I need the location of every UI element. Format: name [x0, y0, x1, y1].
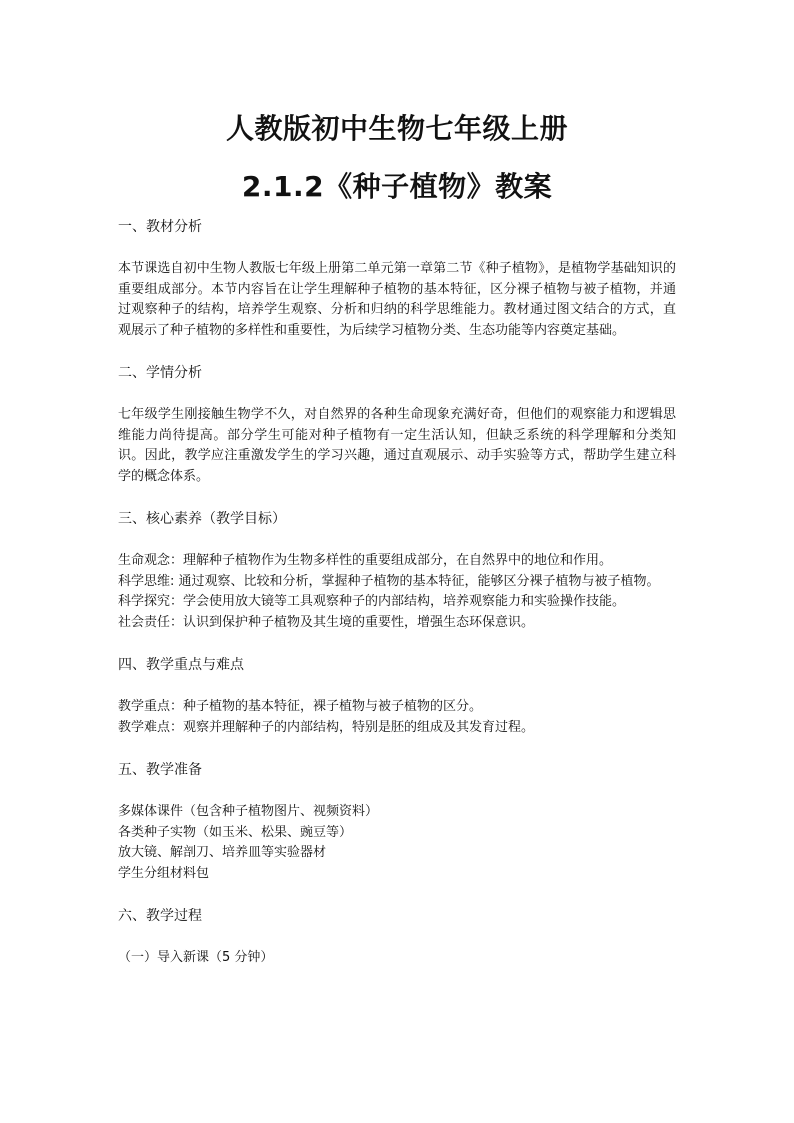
key-point-item: 教学重点：种子植物的基本特征，裸子植物与被子植物的区分。 — [118, 699, 483, 715]
section-heading-3: 三、核心素养（教学目标） — [118, 511, 286, 528]
preparation-item-4: 学生分组材料包 — [118, 865, 210, 881]
subsection-heading-intro: （一）导入新课（5 分钟） — [118, 950, 274, 966]
objective-item-4: 社会责任：认识到保护种子植物及其生境的重要性，增强生态环保意识。 — [118, 614, 535, 630]
section-heading-4: 四、教学重点与难点 — [118, 657, 244, 674]
objective-item-3: 科学探究：学会使用放大镜等工具观察种子的内部结构，培养观察能力和实验操作技能。 — [118, 594, 626, 610]
document-subtitle: 2.1.2《种子植物》教案 — [241, 169, 553, 203]
difficulty-item: 教学难点：观察并理解种子的内部结构，特别是胚的组成及其发育过程。 — [118, 719, 535, 735]
document-title: 人教版初中生物七年级上册 — [225, 112, 568, 145]
section-heading-6: 六、教学过程 — [118, 908, 202, 925]
preparation-item-2: 各类种子实物（如玉米、松果、豌豆等） — [118, 824, 353, 840]
preparation-item-1: 多媒体课件（包含种子植物图片、视频资料） — [118, 804, 379, 820]
section-paragraph-2: 七年级学生刚接触生物学不久，对自然界的各种生命现象充满好奇，但他们的观察能力和逻辑思维能力尚待提高。部分学生可能对种子植物有一定生活认知，但缺乏系统的科学理解和分类知识。因此，教学应注重激发学生的学习兴趣，通过直观展示、动手实验等方式，帮助学生建立科学的概念体系。 — [118, 407, 676, 484]
objective-item-2: 科学思维: 通过观察、比较和分析，掌握种子植物的基本特征，能够区分裸子植物与被子植物。 — [118, 573, 660, 589]
section-paragraph-1: 本节课选自初中生物人教版七年级上册第二单元第一章第二节《种子植物》，是植物学基础知识的重要组成部分。本节内容旨在让学生理解种子植物的基本特征，区分裸子植物与被子植物，并通过观察种子的结构，培养学生观察、分析和归纳的科学思维能力。教材通过图文结合的方式，直观展示了种子植物的多样性和重要性，为后续学习植物分类、生态功能等内容奠定基础。 — [118, 261, 676, 338]
section-heading-2: 二、学情分析 — [118, 365, 202, 382]
section-heading-1: 一、教材分析 — [118, 219, 202, 236]
section-heading-5: 五、教学准备 — [118, 762, 202, 779]
preparation-item-3: 放大镜、解剖刀、培养皿等实验器材 — [118, 845, 327, 861]
objective-item-1: 生命观念：理解种子植物作为生物多样性的重要组成部分，在自然界中的地位和作用。 — [118, 553, 613, 569]
